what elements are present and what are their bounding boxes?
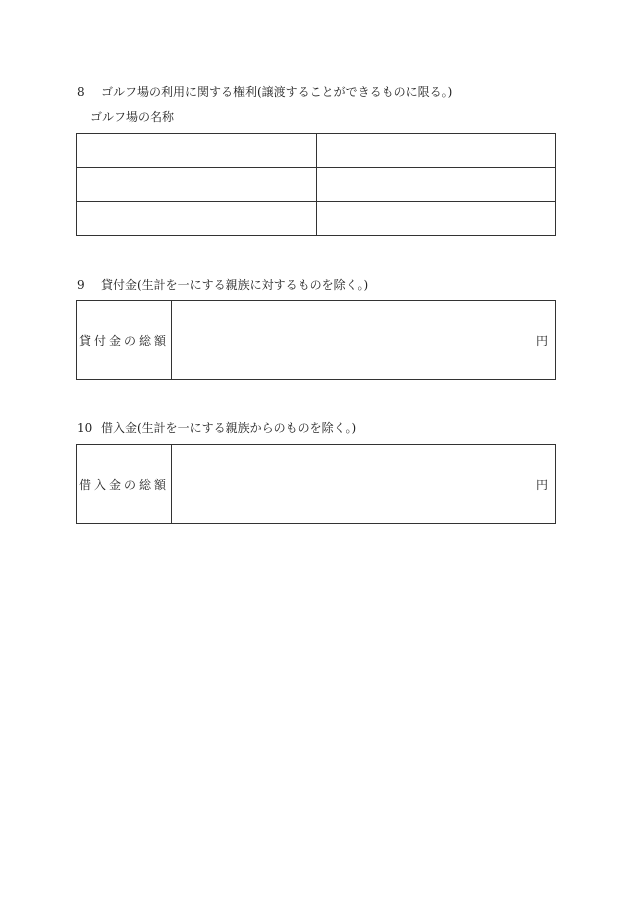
golf-course-name-label: ゴルフ場の名称: [90, 110, 175, 124]
loan-receivable-total-field[interactable]: [172, 301, 555, 379]
section-title: ゴルフ場の利用に関する権利(譲渡することができるものに限る。): [101, 85, 453, 99]
yen-unit: 円: [535, 477, 548, 492]
loan-receivable-box: [76, 300, 556, 380]
section-number: 10: [77, 421, 93, 435]
table-cell[interactable]: [77, 202, 317, 236]
table-cell[interactable]: [317, 202, 556, 236]
table-row: [77, 134, 556, 168]
section-number: 8: [77, 85, 85, 99]
section-number: 9: [77, 278, 85, 292]
borrowings-total-field[interactable]: [172, 445, 555, 523]
golf-course-table: [76, 133, 556, 236]
section-9-heading: [77, 277, 368, 293]
section-8-heading: [77, 84, 452, 100]
table-cell[interactable]: [77, 168, 317, 202]
loan-receivable-total-label: 貸付金の総額: [77, 301, 172, 379]
table-row: [77, 168, 556, 202]
yen-unit: 円: [535, 333, 548, 348]
table-cell[interactable]: [317, 168, 556, 202]
table-cell[interactable]: [317, 134, 556, 168]
borrowings-box: [76, 444, 556, 524]
section-title: 貸付金(生計を一にする親族に対するものを除く。): [101, 278, 369, 292]
borrowings-total-label: 借入金の総額: [77, 445, 172, 523]
section-10-heading: [77, 420, 356, 436]
table-cell[interactable]: [77, 134, 317, 168]
table-row: [77, 202, 556, 236]
section-title: 借入金(生計を一にする親族からのものを除く。): [101, 421, 357, 435]
